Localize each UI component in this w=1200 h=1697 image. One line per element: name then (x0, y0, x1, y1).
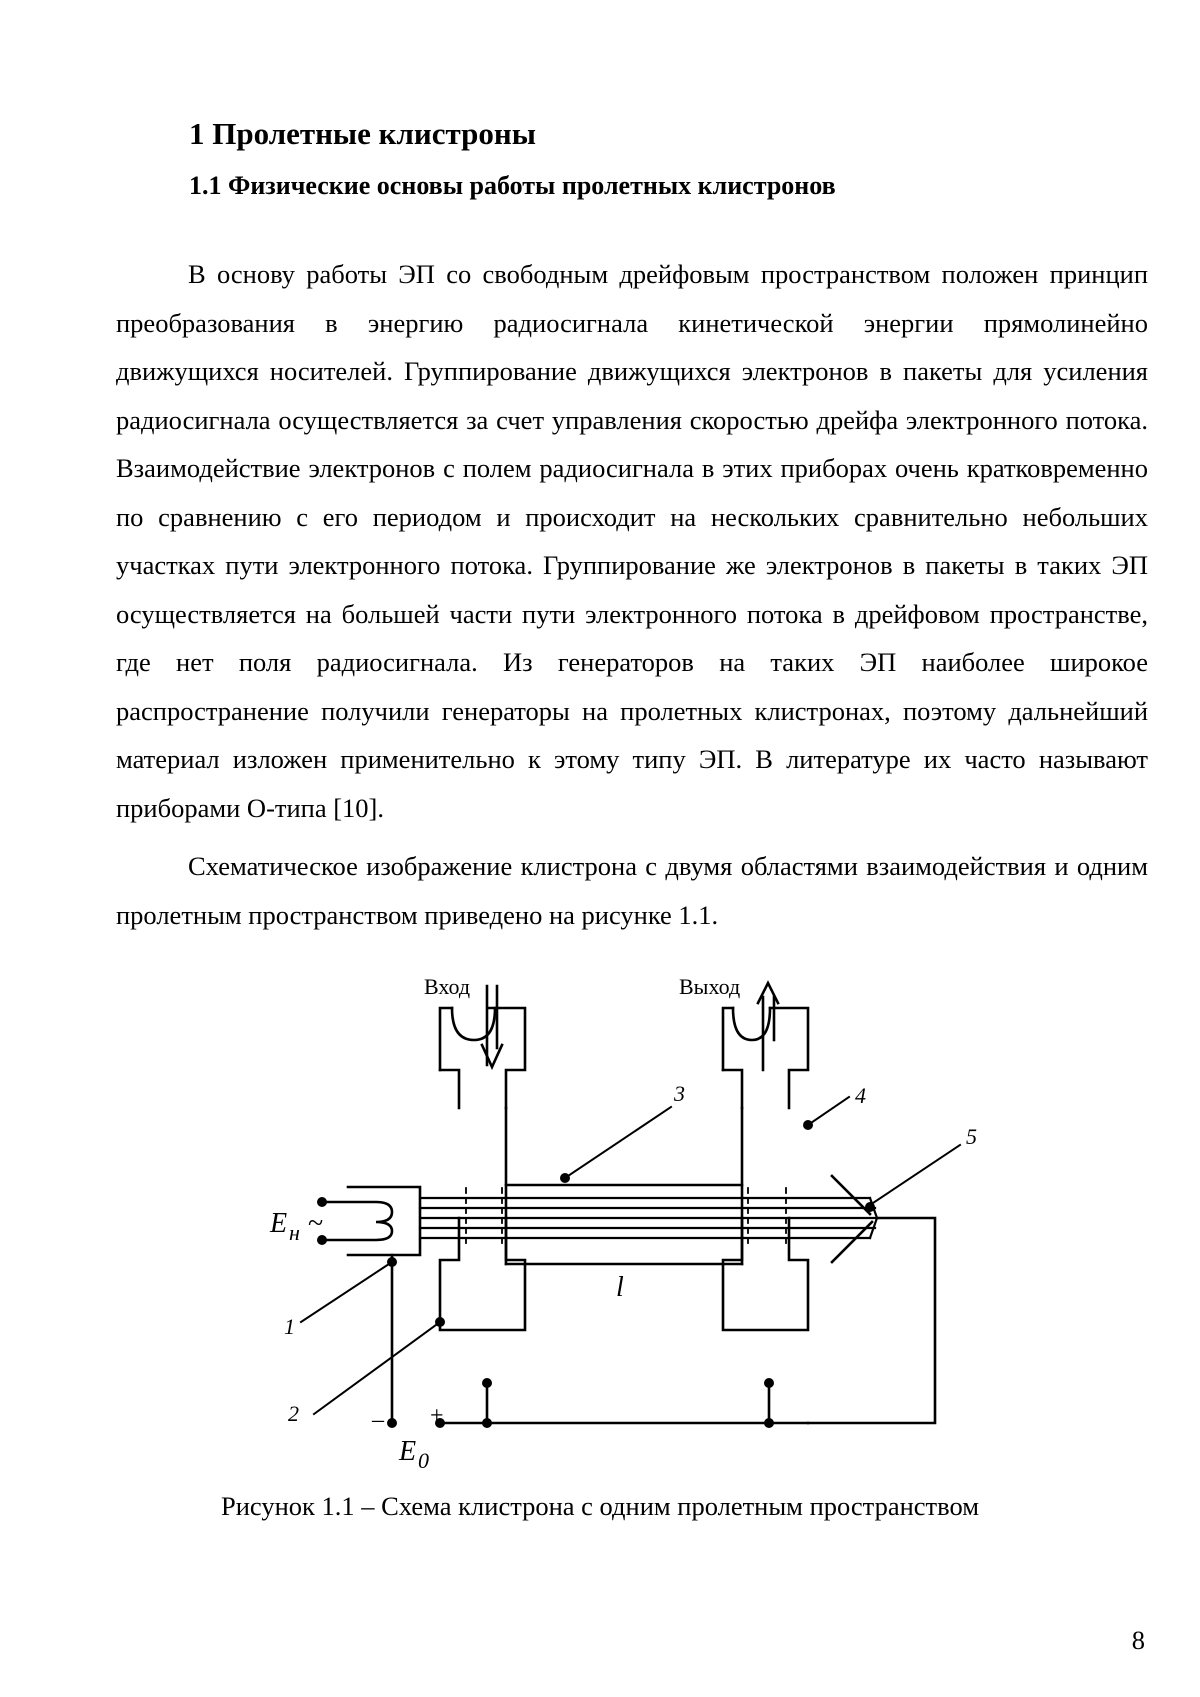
input-resonator (440, 1008, 525, 1330)
cathode (322, 1187, 420, 1255)
drift-length-label: l (616, 1272, 624, 1303)
output-resonator (723, 1008, 808, 1330)
page-number: 8 (1132, 1625, 1145, 1656)
callout-1: 1 (284, 1314, 295, 1339)
drift-tube (506, 1108, 742, 1264)
callout-2: 2 (288, 1401, 299, 1426)
supply-voltage-label: E (398, 1436, 416, 1467)
minus-terminal: – (371, 1407, 385, 1433)
body-paragraph: В основу работы ЭП со свободным дрейфовым пространством положен прин­цип преобразования в энергию радиосигнала кинетической энергии прямолинейно движущихся носителей. Группирование движущихся электронов в пакеты для уси­ления радиосигнала осуществляется за счет управления скоростью дрейфа элек­тронного потока. Взаимодействие электронов с полем радиосигнала в этих приборах очень кратковременно по сравнению с его периодом и происходит на нескольких сравнительно небольших участках пути электронного потока. Группирование же электронов в пакеты в таких ЭП осуществляется на большей части пути электронно­го потока в дрейфовом пространстве, где нет поля радиосигнала. Из генераторов на таких ЭП наиболее широкое распространение получили генераторы на пролетных клистронах, поэтому дальнейший материал изложен применительно к этому типу ЭП. В литературе их часто называют приборами О-типа [10]. (116, 250, 1148, 832)
callout-5: 5 (966, 1124, 977, 1149)
callout-4: 4 (855, 1083, 866, 1108)
heater-voltage-label: E (269, 1208, 287, 1239)
figure-caption: Рисунок 1.1 – Схема клистрона с одним пролетным пространством (0, 1491, 1200, 1522)
document-page (0, 0, 1200, 1697)
section-heading: 1 Пролетные клистроны (189, 116, 536, 152)
klystron-diagram (0, 0, 1200, 1697)
junction-dots (317, 1120, 875, 1428)
plus-terminal: + (430, 1403, 444, 1429)
power-supply-wiring (392, 1255, 808, 1423)
input-label: Вход (424, 974, 470, 999)
supply-voltage-subscript: 0 (418, 1448, 429, 1473)
output-label: Выход (679, 974, 740, 999)
electron-beam (420, 1198, 878, 1238)
body-paragraph: Схематическое изображение клистрона с двумя областями взаимодействия и одним пролетным пространством приведено на рисунке 1.1. (116, 842, 1148, 939)
heater-voltage-subscript: н (289, 1220, 300, 1245)
subsection-heading: 1.1 Физические основы работы пролетных клистронов (189, 171, 836, 201)
callout-3: 3 (673, 1081, 685, 1106)
klystron-schematic-figure (0, 0, 1200, 1697)
ac-symbol: ~ (308, 1208, 323, 1239)
collector (808, 1176, 935, 1423)
